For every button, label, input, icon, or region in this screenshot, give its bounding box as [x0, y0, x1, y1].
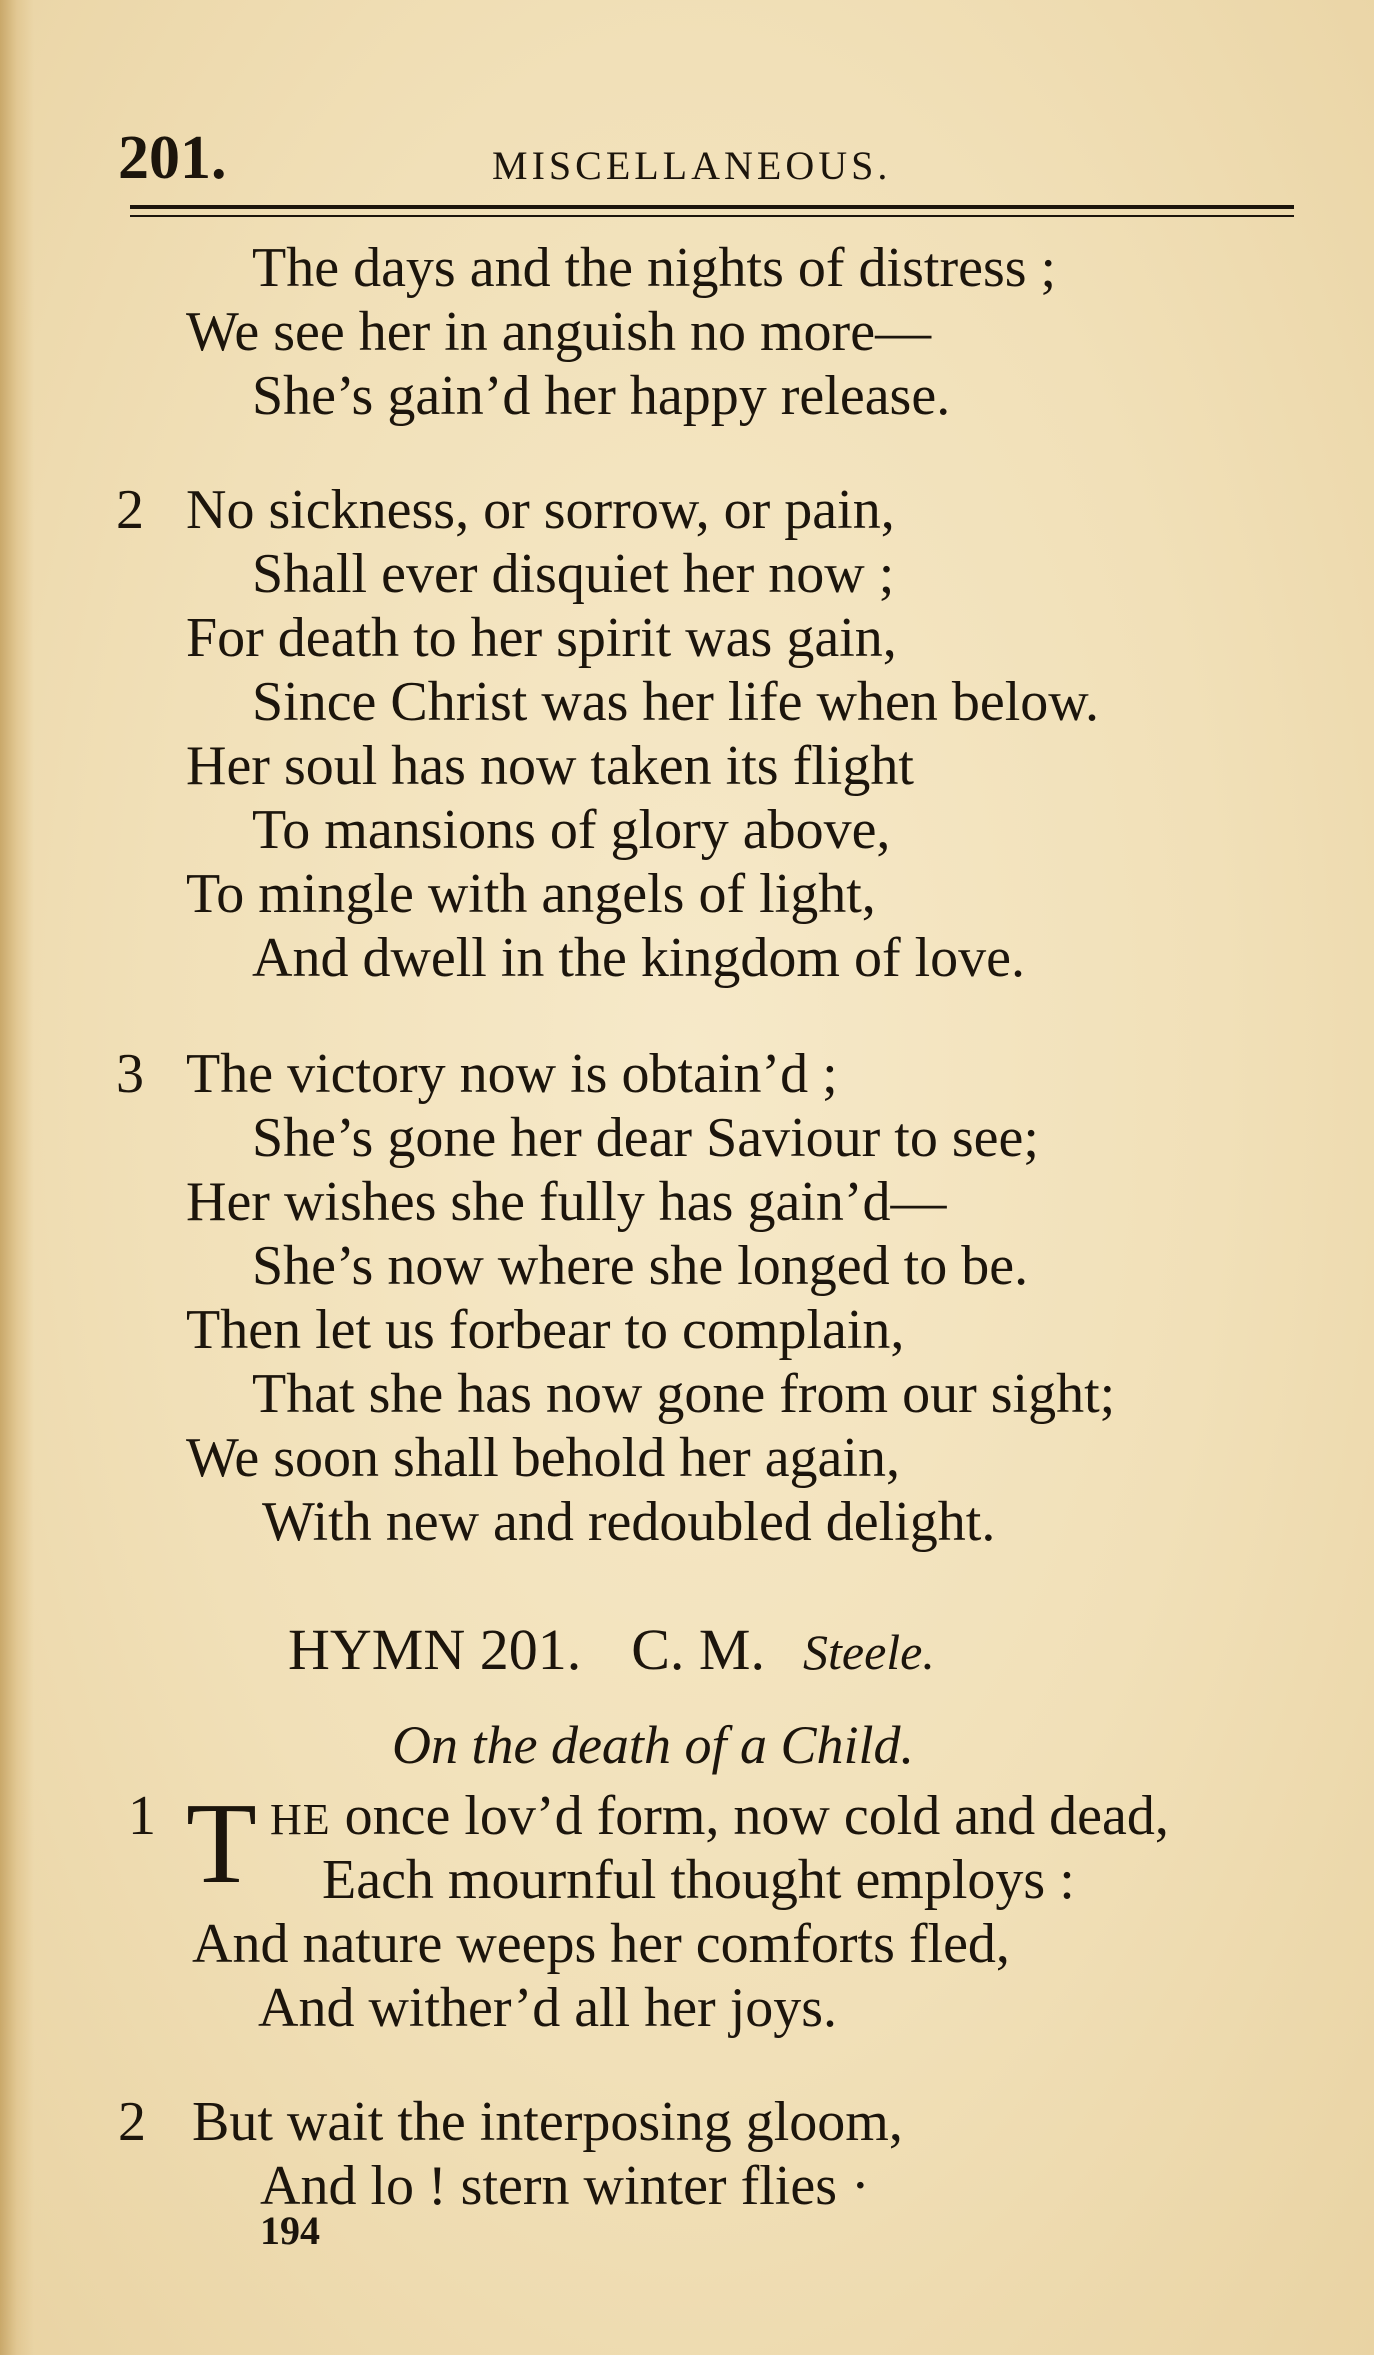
hymn-title: HYMN 201. — [288, 1617, 582, 1682]
verse-line: That she has now gone from our sight; — [252, 1363, 1116, 1425]
verse-line: And wither’d all her joys. — [258, 1977, 838, 2039]
verse-line: To mansions of glory above, — [252, 799, 891, 861]
verse-line: And nature weeps her comforts fled, — [192, 1913, 1010, 1975]
stanza-number: 3 — [116, 1043, 144, 1105]
verse-line: No sickness, or sorrow, or pain, — [186, 479, 895, 541]
verse-line: Each mournful thought employs : — [322, 1849, 1075, 1911]
verse-line: Then let us forbear to complain, — [186, 1299, 905, 1361]
verse-line: We soon shall behold her again, — [186, 1427, 900, 1489]
verse-line: The victory now is obtain’d ; — [186, 1043, 838, 1105]
small-caps-text: HE — [270, 1795, 331, 1844]
verse-line: And lo ! stern winter flies · — [260, 2155, 870, 2217]
verse-line: For death to her spirit was gain, — [186, 607, 897, 669]
header-rule-thick — [130, 205, 1294, 209]
page-binding-edge — [0, 0, 34, 2355]
verse-line: She’s now where she longed to be. — [252, 1235, 1029, 1297]
verse-line: She’s gain’d her happy release. — [252, 365, 951, 427]
verse-line — [270, 1784, 1169, 1852]
header-rule-thin — [130, 215, 1294, 217]
verse-line: And dwell in the kingdom of love. — [252, 927, 1026, 989]
verse-line: With new and redoubled delight. — [262, 1491, 996, 1553]
hymn-subtitle: On the death of a Child. — [392, 1715, 914, 1775]
verse-line: Her wishes she fully has gain’d— — [186, 1171, 947, 1233]
verse-line: Shall ever disquiet her now ; — [252, 543, 895, 605]
verse-line: She’s gone her dear Saviour to see; — [252, 1107, 1039, 1169]
stanza-number: 1 — [128, 1785, 156, 1847]
drop-cap: T — [186, 1780, 257, 1908]
stanza-number: 2 — [116, 479, 144, 541]
verse-line: Since Christ was her life when below. — [252, 671, 1100, 733]
page-header — [0, 118, 1374, 198]
verse-line-rest: once lov’d form, now cold and dead, — [330, 1785, 1169, 1847]
hymn-heading — [288, 1614, 935, 1688]
stanza-number: 2 — [118, 2091, 146, 2153]
verse-line: But wait the interposing gloom, — [192, 2091, 903, 2153]
verse-line: To mingle with angels of light, — [186, 863, 876, 925]
page-number: 201. — [118, 124, 227, 192]
hymn-meter: C. M. — [631, 1617, 765, 1682]
verse-line: Her soul has now taken its flight — [186, 735, 914, 797]
running-title: MISCELLANEOUS. — [492, 143, 892, 188]
verse-line: The days and the nights of distress ; — [252, 237, 1057, 299]
verse-line: We see her in anguish no more— — [186, 301, 932, 363]
signature-mark: 194 — [260, 2208, 320, 2253]
hymn-author: Steele. — [803, 1624, 935, 1680]
